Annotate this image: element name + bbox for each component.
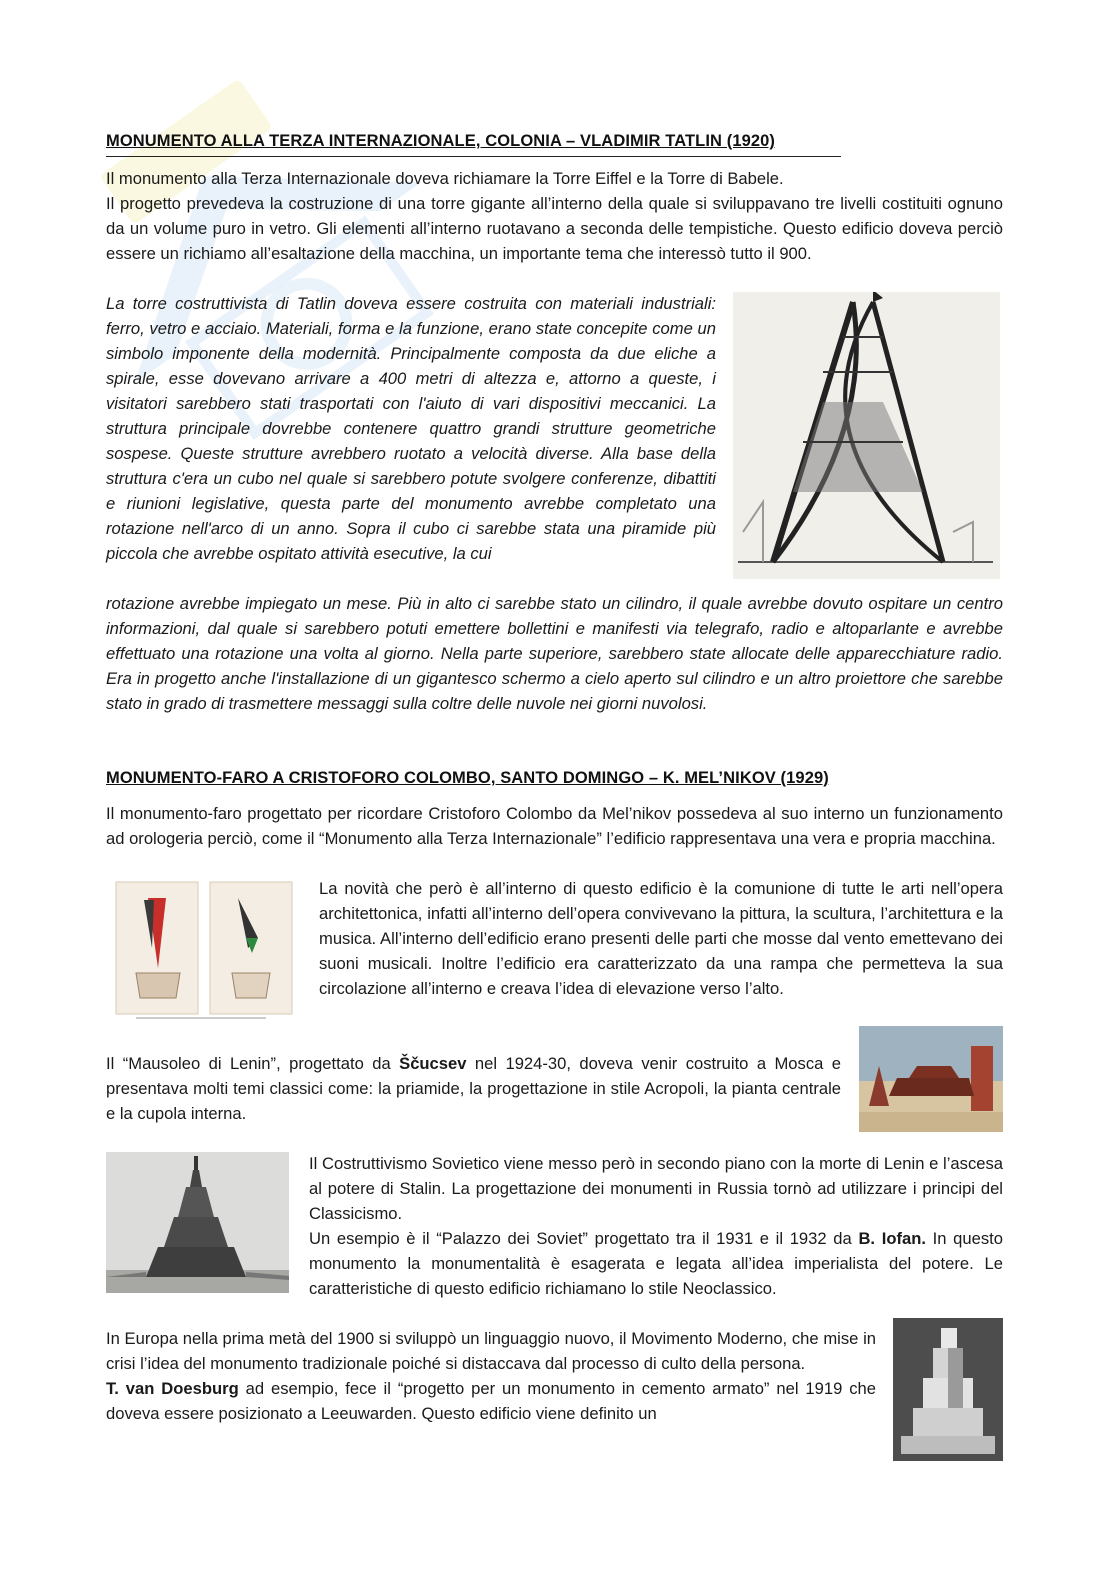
soviet-body <box>309 1151 1003 1301</box>
europa-block <box>106 1326 876 1426</box>
tatlin-paragraph-2: Il progetto prevedeva la costruzione di una torre gigante all’interno della quale si sviluppavano tre livelli costituiti ognuno da un volume puro in vetro. Gli elementi all’interno ruotavano a seconda delle tempistiche. Questo edificio doveva perciò essere un richiamo all’esaltazione della macchina, un importante tema che interessò tutto il 900. <box>106 194 1003 263</box>
palazzo-dei-soviet-image <box>106 1152 289 1293</box>
tatlin-italic-wrap <box>106 291 716 566</box>
tatlin-intro <box>106 166 1003 266</box>
melnikov-paragraph-2: La novità che però è all’interno di questo edificio è la comunione di tutte le arti nell’opera architettonica, infatti all’interno dell’opera convivevano la pittura, la scultura, l’architettura e la musica. All’interno dell’edificio erano presenti delle parti che mosse dal vento emettevano dei suoni musicali. Inoltre l’edificio era caratterizzato da una rampa che permetteva la sua circolazione all’interno e creava l’idea di elevazione verso l’alto. <box>319 879 1003 998</box>
tatlin-italic-continued <box>106 591 1003 716</box>
melnikov-body <box>319 876 1003 1001</box>
soviet-paragraph-1: Il Costruttivismo Sovietico viene messo però in secondo piano con la morte di Lenin e l’ascesa al potere di Stalin. La progettazione dei monumenti in Russia tornò ad utilizzare i principi del Classicismo. <box>309 1154 1003 1223</box>
section-melnikov <box>106 769 1003 788</box>
lenin-paragraph: Il “Mausoleo di Lenin”, progettato da Ščucsev nel 1924-30, doveva venir costruito a Mosca e presentava molti temi classici come: la priamide, la progettazione in stile Acropoli, la pianta centrale e la cupola interna. <box>106 1054 841 1123</box>
tatlin-italic-paragraph: La torre costruttivista di Tatlin doveva essere costruita con materiali industriali: ferro, vetro e acciaio. Materiali, forma e la funzione, erano state concepite come un simbolo imponente della modernità. Principalmente composta da due eliche a spirale, esse dovevano arrivare a 400 metri di altezza e, attorno a queste, i visitatori sarebbero stati trasportati con l'aiuto di vari dispositivi meccanici. La struttura principale dovrebbe contenere quattro grandi strutture geometriche sospese. Queste strutture avrebbero ruotato a velocità diverse. Alla base della struttura c'era un cubo nel quale si sarebbero potute svolgere conferenze, dibattiti e riunioni legislative, questa parte del monumento avrebbe completato una rotazione nell'arco di un anno. Sopra il cubo ci sarebbe stata una piramide più piccola che avrebbe ospitato attività esecutive, la cui <box>106 294 716 563</box>
section-title-tatlin: MONUMENTO ALLA TERZA INTERNAZIONALE, COLONIA – VLADIMIR TATLIN (1920) <box>106 132 776 150</box>
melnikov-paragraph-1: Il monumento-faro progettato per ricordare Cristoforo Colombo da Mel’nikov possedeva al suo interno un funzionamento ad orologeria perciò, come il “Monumento alla Terza Internazionale” l’edificio rappresentava una vera e propria macchina. <box>106 804 1003 848</box>
section-tatlin <box>106 132 1003 151</box>
melnikov-drawings <box>106 878 296 1023</box>
lenin-mausoleum-photo <box>859 1026 1003 1132</box>
tatlin-italic-paragraph-cont: rotazione avrebbe impiegato un mese. Più in alto ci sarebbe stato un cilindro, il quale avrebbe dovuto ospitare un centro informazioni, dal quale si sarebbero potuti emettere bollettini e manifesti via telegrafo, radio e altoparlante e avrebbe effettuato una rotazione una volta al giorno. Nella parte superiore, sarebbero state allocate delle apparecchiature radio. Era in progetto anche l'installazione di un gigantesco schermo a cielo aperto sul cilindro e un altro proiettore che sarebbe stato in grado di trasmettere messaggi sulla coltre delle nuvole nei giorni nuvolosi. <box>106 594 1003 713</box>
architect-name-van-doesburg: T. van Doesburg <box>106 1379 239 1398</box>
soviet-paragraph-2: Un esempio è il “Palazzo dei Soviet” progettato tra il 1931 e il 1932 da B. Iofan. In questo monumento la monumentalità è esagerata e legata all’idea imperialista del potere. Le caratteristiche di questo edificio richiamano lo stile Neoclassico. <box>309 1229 1003 1298</box>
europa-paragraph-2: T. van Doesburg ad esempio, fece il “progetto per un monumento in cemento armato” nel 1919 che doveva essere posizionato a Leeuwarden. Questo edificio viene definito un <box>106 1379 876 1423</box>
melnikov-intro <box>106 801 1003 851</box>
title-underline <box>106 156 841 157</box>
architect-name-scucsev: Ščucsev <box>399 1054 467 1073</box>
lenin-block <box>106 1051 841 1126</box>
van-doesburg-monument-photo <box>893 1318 1003 1461</box>
architect-name-iofan: B. Iofan. <box>858 1229 926 1248</box>
europa-paragraph-1: In Europa nella prima metà del 1900 si sviluppò un linguaggio nuovo, il Movimento Moderno, che mise in crisi l’idea del monumento tradizionale poiché si distaccava dal processo di culto della persona. <box>106 1329 876 1373</box>
tatlin-paragraph-1: Il monumento alla Terza Internazionale doveva richiamare la Torre Eiffel e la Torre di Babele. <box>106 169 784 188</box>
tatlin-tower-drawing <box>733 292 1000 579</box>
section-title-melnikov: MONUMENTO-FARO A CRISTOFORO COLOMBO, SANTO DOMINGO – K. MEL’NIKOV (1929) <box>106 769 829 787</box>
